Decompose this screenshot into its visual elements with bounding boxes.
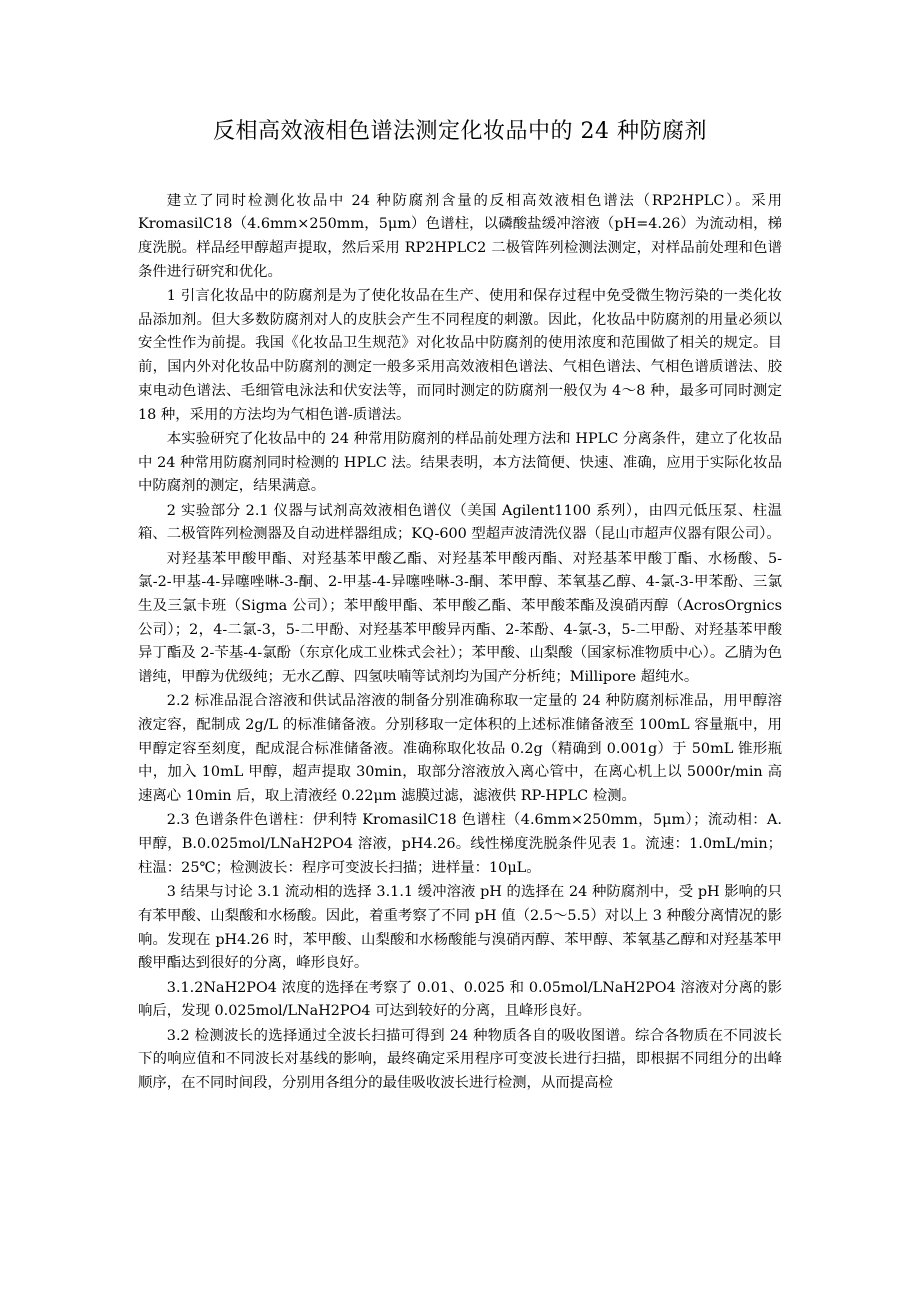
study-overview-paragraph: 本实验研究了化妆品中的 24 种常用防腐剂的样品前处理方法和 HPLC 分离条件，建立了化妆品中 24 种常用防腐剂同时检测的 HPLC 法。结果表明，本方法简便、快速、准确，应用于实际化妆品中防腐剂的测定，结果满意。	[138, 430, 782, 495]
wavelength-selection-paragraph: 3.2 检测波长的选择通过全波长扫描可得到 24 种物质各自的吸收图谱。综合各物质在不同波长下的响应值和不同波长对基线的影响，最终确定采用程序可变波长进行扫描，即根据不同组分的出峰顺序，在不同时间段，分别用各组分的最佳吸收波长进行检测，从而提高检	[138, 1027, 782, 1091]
concentration-selection-paragraph: 3.1.2NaH2PO4 浓度的选择在考察了 0.01、0.025 和 0.05mol/LNaH2PO4 溶液对分离的影响后，发现 0.025mol/LNaH2PO4 可达到较好的分离，且峰形良好。	[138, 979, 782, 1020]
chromatographic-conditions-paragraph: 2.3 色谱条件色谱柱：伊利特 KromasilC18 色谱柱（4.6mm×250mm，5μm）；流动相：A.甲醇，B.0.025mol/LNaH2PO4 溶液，pH4.26。线性梯度洗脱条件见表 1。流速：1.0mL/min；柱温：25℃；检测波长：程序可变波长扫描；进样量：10μL。	[138, 812, 782, 876]
introduction-paragraph: 1 引言化妆品中的防腐剂是为了使化妆品在生产、使用和保存过程中免受微生物污染的一类化妆品添加剂。但大多数防腐剂对人的皮肤会产生不同程度的刺激。因此，化妆品中防腐剂的用量必须以安全性作为前提。我国《化妆品卫生规范》对化妆品中防腐剂的使用浓度和范围做了相关的规定。目前，国内外对化妆品中防腐剂的测定一般多采用高效液相色谱法、气相色谱法、气相色谱质谱法、胶束电动色谱法、毛细管电泳法和伏安法等，而同时测定的防腐剂一般仅为 4～8 种，最多可同时测定 18 种，采用的方法均为气相色谱-质谱法。	[138, 288, 782, 423]
abstract-paragraph: 建立了同时检测化妆品中 24 种防腐剂含量的反相高效液相色谱法（RP2HPLC）。采用 KromasilC18（4.6mm×250mm，5μm）色谱柱，以磷酸盐缓冲溶液（pH=4.26）为流动相，梯度洗脱。样品经甲醇超声提取，然后采用 RP2HPLC2 二极管阵列检测法测定，对样品前处理和色谱条件进行研究和优化。	[138, 192, 782, 280]
document-title: 反相高效液相色谱法测定化妆品中的 24 种防腐剂	[213, 119, 707, 144]
reagents-paragraph: 对羟基苯甲酸甲酯、对羟基苯甲酸乙酯、对羟基苯甲酸丙酯、对羟基苯甲酸丁酯、水杨酸、5-氯-2-甲基-4-异噻唑啉-3-酮、2-甲基-4-异噻唑啉-3-酮、苯甲醇、苯氧基乙醇、4-氯-3-甲苯酚、三氯生及三氯卡班（Sigma 公司）；苯甲酸甲酯、苯甲酸乙酯、苯甲酸苯酯及溴硝丙醇（AcrosOrgnics 公司）；2，4-二氯-3，5-二甲酚、对羟基苯甲酸异丙酯、2-苯酚、4-氯-3，5-二甲酚、对羟基苯甲酸异丁酯及 2-苄基-4-氯酚（东京化成工业株式会社）；苯甲酸、山梨酸（国家标准物质中心）。乙腈为色谱纯，甲醇为优级纯；无水乙醇、四氢呋喃等试剂均为国产分析纯；Millipore 超纯水。	[138, 550, 782, 686]
instruments-paragraph: 2 实验部分 2.1 仪器与试剂高效液相色谱仪（美国 Agilent1100 系列），由四元低压泵、柱温箱、二极管阵列检测器及自动进样器组成；KQ-600 型超声波清洗仪器（昆山市超声仪器有限公司）。	[138, 502, 782, 543]
ph-selection-paragraph: 3 结果与讨论 3.1 流动相的选择 3.1.1 缓冲溶液 pH 的选择在 24 种防腐剂中，受 pH 影响的只有苯甲酸、山梨酸和水杨酸。因此，着重考察了不同 pH 值（2.5～5.5）对以上 3 种酸分离情况的影响。发现在 pH4.26 时，苯甲酸、山梨酸和水杨酸能与溴硝丙醇、苯甲醇、苯氧基乙醇和对羟基苯甲酸甲酯达到很好的分离，峰形良好。	[138, 884, 782, 972]
solution-preparation-paragraph: 2.2 标准品混合溶液和供试品溶液的制备分别准确称取一定量的 24 种防腐剂标准品，用甲醇溶液定容，配制成 2g/L 的标准储备液。分别移取一定体积的上述标准储备液至 100mL 容量瓶中，用甲醇定容至刻度，配成混合标准储备液。准确称取化妆品 0.2g（精确到 0.001g）于 50mL 锥形瓶中，加入 10mL 甲醇，超声提取 30min，取部分溶液放入离心管中，在离心机上以 5000r/min 高速离心 10min 后，取上清液经 0.22μm 滤膜过滤，滤液供 RP-HPLC 检测。	[138, 693, 782, 805]
